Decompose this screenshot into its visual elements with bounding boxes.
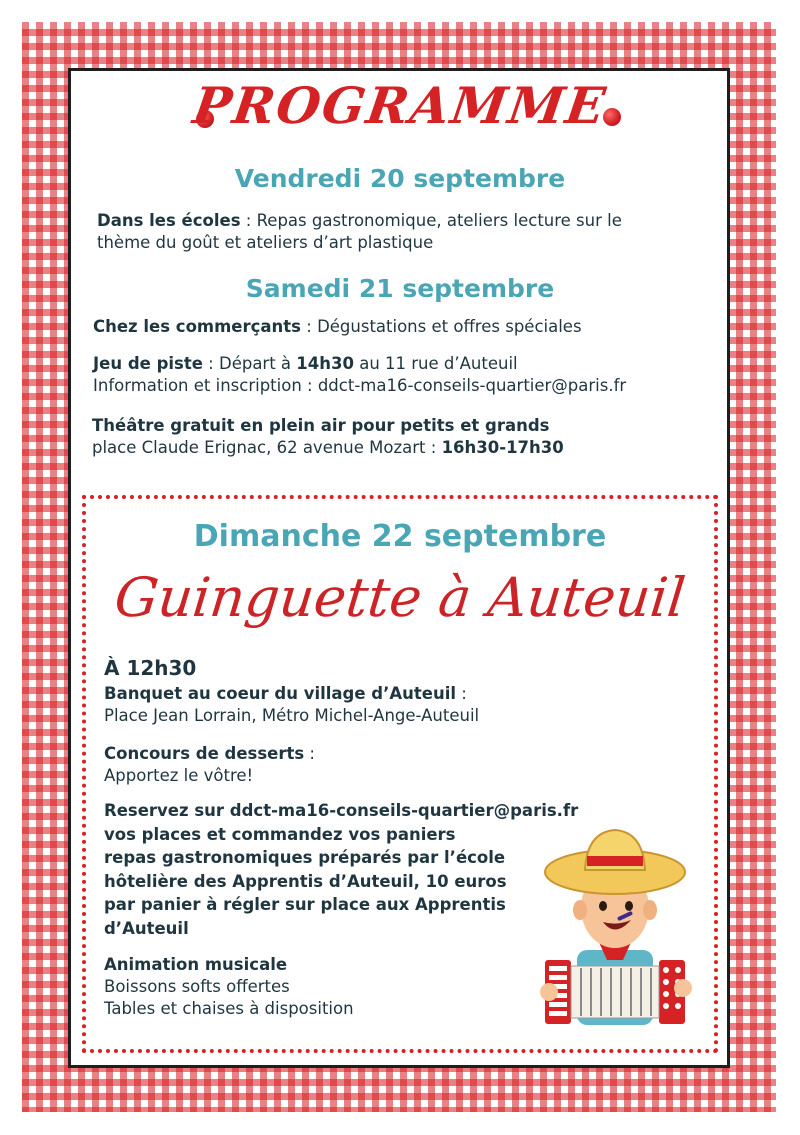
accordion-player-illustration <box>535 820 695 1040</box>
desserts-text: Apportez le vôtre! <box>104 766 254 785</box>
friday-schools <box>97 210 717 254</box>
theatre-place: place Claude Erignac, 62 avenue Mozart : <box>92 438 442 457</box>
shops-text: : Dégustations et offres spéciales <box>301 317 582 336</box>
shops-label: Chez les commerçants <box>93 317 302 336</box>
music-label: Animation musicale <box>104 955 288 974</box>
banquet-block <box>104 683 664 727</box>
reserve-line: d’Auteuil <box>104 918 189 938</box>
saturday-theatre <box>92 415 732 459</box>
friday-heading: Vendredi 20 septembre <box>234 164 566 193</box>
schools-text-2: thème du goût et ateliers d’art plastique <box>97 233 434 252</box>
hunt-label: Jeu de piste <box>93 354 203 373</box>
hand-right <box>674 979 692 997</box>
guinguette-title: Guinguette à Auteuil <box>111 566 689 629</box>
hand-left <box>540 983 558 1001</box>
ear-right <box>643 900 657 920</box>
hat-band <box>587 856 643 866</box>
hunt-time: 14h30 <box>296 354 354 373</box>
page-title: PROGRAMME <box>189 76 611 135</box>
info-email-line: Information et inscription : ddct-ma16-conseils-quartier@paris.fr <box>93 376 627 395</box>
saturday-treasure-hunt <box>93 353 733 397</box>
saturday-heading: Samedi 21 septembre <box>245 274 555 303</box>
desserts-label: Concours de desserts <box>104 744 305 763</box>
accordion-bellows <box>571 966 659 1018</box>
schools-label: Dans les écoles <box>97 211 241 230</box>
reserve-line: Reservez sur ddct-ma16-conseils-quartier@paris.fr <box>104 801 579 820</box>
banquet-label: Banquet au coeur du village d’Auteuil <box>104 684 457 703</box>
eye-left <box>599 901 607 911</box>
desserts-block <box>104 743 664 787</box>
reservation-block <box>104 799 604 940</box>
banquet-colon: : <box>456 684 467 703</box>
hunt-text-b: au 11 rue d’Auteuil <box>353 354 518 373</box>
music-line: Tables et chaises à disposition <box>104 999 354 1018</box>
eye-right <box>625 901 633 911</box>
ear-left <box>573 900 587 920</box>
saturday-shops <box>93 316 723 338</box>
schools-text-1: : Repas gastronomique, ateliers lecture sur le <box>240 211 622 230</box>
music-block <box>104 954 524 1020</box>
theatre-time: 16h30-17h30 <box>441 438 564 457</box>
desserts-colon: : <box>304 744 315 763</box>
reserve-line: repas gastronomiques préparés par l’école <box>104 848 506 867</box>
hunt-text-a: : Départ à <box>202 354 297 373</box>
reserve-line: par panier à régler sur place aux Apprentis <box>104 895 506 914</box>
reserve-line: hôtelière des Apprentis d’Auteuil, 10 euros <box>104 871 507 891</box>
sunday-time: À 12h30 <box>104 656 197 680</box>
reserve-line: vos places et commandez vos paniers <box>104 824 456 844</box>
music-line: Boissons softs offertes <box>104 977 290 996</box>
sunday-heading: Dimanche 22 septembre <box>193 519 607 554</box>
theatre-label: Théâtre gratuit en plein air pour petits et grands <box>92 416 550 435</box>
banquet-place: Place Jean Lorrain, Métro Michel-Ange-Auteuil <box>104 706 480 725</box>
